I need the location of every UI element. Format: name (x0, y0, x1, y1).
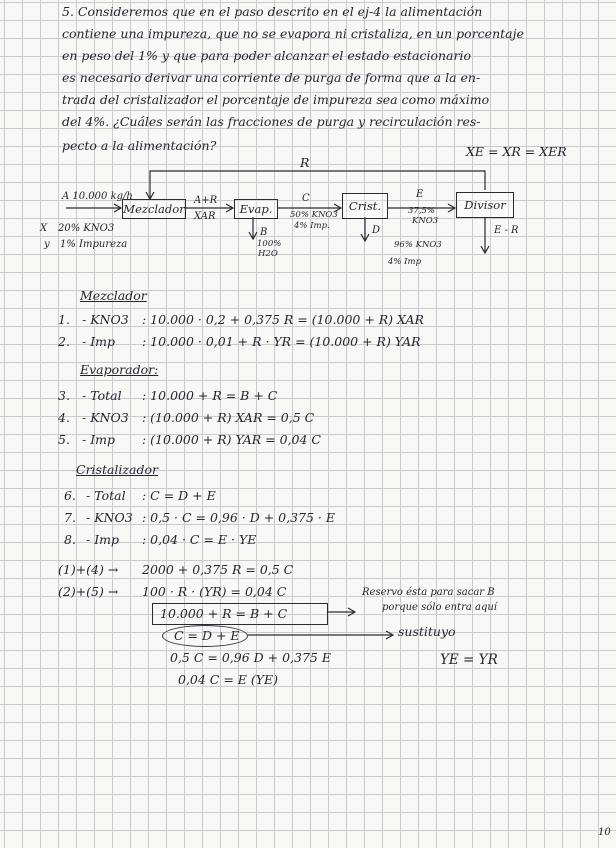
stream-d-comp1: 96% KNO3 (394, 240, 442, 250)
eq-label-5: - Imp (82, 432, 115, 447)
eq-number-2: 2. (58, 334, 70, 349)
eq-label-4: - KNO3 (82, 410, 129, 425)
working-eq-6: 0,04 C = E (YE) (178, 672, 279, 687)
eq-number-5: 5. (58, 432, 70, 447)
section-cristalizador-title: Cristalizador (76, 462, 158, 477)
eq-number-7: 7. (64, 510, 76, 525)
stream-e-label: E (416, 189, 424, 200)
stream-d-label: D (372, 225, 381, 236)
problem-line-2: contiene una impureza, que no se evapora ni cristaliza, en un porcentaje (62, 26, 524, 41)
stream-c-label: C (302, 193, 310, 204)
feed-imp: 1% Impureza (60, 239, 128, 250)
ye-equals-yr: YE = YR (440, 652, 498, 668)
section-evaporador-title: Evaporador: (80, 362, 159, 377)
problem-line-6: del 4%. ¿Cuáles serán las fracciones de purga y recirculación res- (62, 114, 481, 129)
stream-e-comp2: KNO3 (412, 216, 439, 226)
eq-label-7: - KNO3 (86, 510, 133, 525)
eq-number-3: 3. (58, 388, 70, 403)
eq-body-4: : (10.000 + R) XAR = 0,5 C (142, 410, 315, 425)
working-eq-3: 10.000 + R = B + C (160, 606, 288, 621)
stream-ar-label: A+R (194, 195, 218, 206)
eq-body-3: : 10.000 + R = B + C (142, 388, 278, 403)
eq-body-8: : 0,04 · C = E · YE (142, 532, 257, 547)
note-reserve-1: Reservo ésta para sacar B (362, 587, 495, 598)
stream-b-label: B (260, 227, 268, 238)
stream-e-comp1: 37,5% (408, 206, 436, 216)
unit-cristalizador: Crist. (342, 193, 388, 219)
eq-label-8: - Imp (86, 532, 119, 547)
note-reserve-2: porque sólo entra aquí (382, 602, 497, 613)
stream-b-comp2: H2O (258, 249, 278, 259)
note-substitute: sustituyo (398, 624, 456, 639)
working-eq-1: 2000 + 0,375 R = 0,5 C (142, 562, 294, 577)
working-tag-1: (1)+(4) → (58, 562, 119, 577)
unit-divisor: Divisor (456, 192, 514, 218)
feed-kno3: 20% KNO3 (58, 223, 115, 234)
stream-d-comp2: 4% Imp (388, 257, 422, 267)
stream-r-label: R (300, 155, 310, 170)
stream-c-comp1: 50% KNO3 (290, 210, 338, 220)
eq-label-2: - Imp (82, 334, 115, 349)
eq-body-1: : 10.000 · 0,2 + 0,375 R = (10.000 + R) XAR (142, 312, 424, 327)
page-number: 10 (598, 827, 611, 838)
eq-body-7: : 0,5 · C = 0,96 · D + 0,375 · E (142, 510, 335, 525)
problem-line-5: trada del cristalizador el porcentaje de impureza sea como máximo (62, 92, 490, 107)
eq-body-5: : (10.000 + R) YAR = 0,04 C (142, 432, 321, 447)
stream-b-comp1: 100% (257, 239, 282, 249)
unit-evaporador: Evap. (234, 199, 278, 219)
working-tag-2: (2)+(5) → (58, 584, 119, 599)
eq-number-1: 1. (58, 312, 70, 327)
section-mezclador-title: Mezclador (80, 288, 147, 303)
unit-mezclador: Mezclador (122, 199, 186, 219)
problem-line-4: es necesario derivar una corriente de purga de forma que a la en- (62, 70, 481, 85)
stream-xar-label: XAR (194, 211, 216, 222)
eq-number-8: 8. (64, 532, 76, 547)
eq-number-6: 6. (64, 488, 76, 503)
problem-line-3: en peso del 1% y que para poder alcanzar el estado estacionario (62, 48, 472, 63)
eq-label-6: - Total (86, 488, 126, 503)
eq-label-3: - Total (82, 388, 122, 403)
problem-line-1: 5. Consideremos que en el paso descrito en el ej-4 la alimentación (62, 4, 483, 19)
stream-purge-label: E - R (494, 225, 519, 236)
working-eq-5: 0,5 C = 0,96 D + 0,375 E (170, 650, 331, 665)
working-eq-4: C = D + E (174, 628, 240, 643)
stream-c-comp2: 4% Imp. (294, 221, 330, 231)
eq-label-1: - KNO3 (82, 312, 129, 327)
feed-label: A 10.000 kg/h (62, 191, 133, 202)
eq-body-6: : C = D + E (142, 488, 216, 503)
feed-x-note: X (40, 223, 48, 234)
equality-condition: XE = XR = XER (466, 144, 567, 159)
eq-number-4: 4. (58, 410, 70, 425)
eq-body-2: : 10.000 · 0,01 + R · YR = (10.000 + R) YAR (142, 334, 421, 349)
feed-y-note: y (44, 239, 50, 250)
problem-line-7: pecto a la alimentación? (62, 138, 217, 153)
working-eq-2: 100 · R · (YR) = 0,04 C (142, 584, 287, 599)
